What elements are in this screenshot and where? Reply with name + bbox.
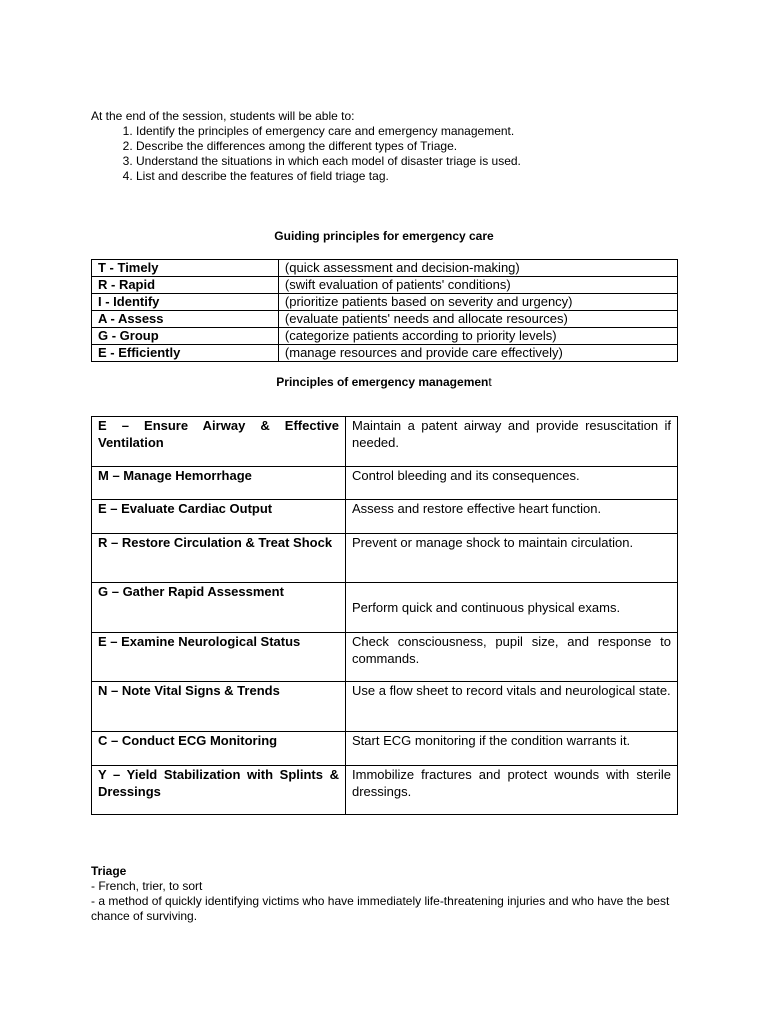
triage-line: - a method of quickly identifying victims who have immediately life-threatening injuries and who have the best chance of surviving. <box>91 894 670 923</box>
care-term: A - Assess <box>92 311 279 328</box>
objectives-intro: At the end of the session, students will be able to: <box>91 109 355 123</box>
table-row <box>92 417 678 467</box>
management-term: C – Conduct ECG Monitoring <box>92 732 346 766</box>
care-term: E - Efficiently <box>92 345 279 362</box>
care-term: G - Group <box>92 328 279 345</box>
table-row <box>92 311 678 328</box>
triage-title: Triage <box>91 864 127 878</box>
table-row <box>92 500 678 534</box>
care-heading: Guiding principles for emergency care <box>274 229 494 243</box>
table-row <box>92 260 678 277</box>
table-row <box>92 534 678 583</box>
management-heading-bold: Principles of emergency managemen <box>276 375 489 389</box>
management-term: E – Evaluate Cardiac Output <box>92 500 346 534</box>
care-desc: (swift evaluation of patients' conditions) <box>278 277 677 294</box>
management-desc: Prevent or manage shock to maintain circulation. <box>346 534 678 583</box>
management-desc: Start ECG monitoring if the condition warrants it. <box>346 732 678 766</box>
management-term: G – Gather Rapid Assessment <box>92 583 346 633</box>
table-row <box>92 328 678 345</box>
care-desc: (manage resources and provide care effectively) <box>278 345 677 362</box>
objective-item: 1. Identify the principles of emergency care and emergency management. <box>136 124 521 139</box>
care-desc: (prioritize patients based on severity and urgency) <box>278 294 677 311</box>
management-term: E – Examine Neurological Status <box>92 633 346 682</box>
table-row <box>92 294 678 311</box>
management-principles-table <box>91 416 678 815</box>
table-row <box>92 732 678 766</box>
triage-section <box>91 864 677 924</box>
objective-item: 4. List and describe the features of field triage tag. <box>136 169 521 184</box>
care-term: R - Rapid <box>92 277 279 294</box>
management-desc: Perform quick and continuous physical exams. <box>346 583 678 633</box>
management-desc: Check consciousness, pupil size, and response to commands. <box>346 633 678 682</box>
objectives-list <box>91 124 521 184</box>
care-principles-table <box>91 259 678 362</box>
management-desc: Use a flow sheet to record vitals and neurological state. <box>346 682 678 732</box>
management-desc: Assess and restore effective heart function. <box>346 500 678 534</box>
care-desc: (evaluate patients' needs and allocate resources) <box>278 311 677 328</box>
management-term: Y – Yield Stabilization with Splints & Dressings <box>92 766 346 815</box>
care-term: T - Timely <box>92 260 279 277</box>
management-desc: Immobilize fractures and protect wounds with sterile dressings. <box>346 766 678 815</box>
care-desc: (quick assessment and decision-making) <box>278 260 677 277</box>
table-row <box>92 682 678 732</box>
management-heading-tail: t <box>488 375 492 389</box>
management-term: E – Ensure Airway & Effective Ventilation <box>92 417 346 467</box>
table-row <box>92 345 678 362</box>
care-desc: (categorize patients according to priority levels) <box>278 328 677 345</box>
care-term: I - Identify <box>92 294 279 311</box>
table-row <box>92 583 678 633</box>
management-term: M – Manage Hemorrhage <box>92 467 346 500</box>
management-term: R – Restore Circulation & Treat Shock <box>92 534 346 583</box>
management-heading <box>91 375 677 390</box>
table-row <box>92 766 678 815</box>
management-desc: Control bleeding and its consequences. <box>346 467 678 500</box>
management-term: N – Note Vital Signs & Trends <box>92 682 346 732</box>
objective-item: 3. Understand the situations in which each model of disaster triage is used. <box>136 154 521 169</box>
table-row <box>92 633 678 682</box>
triage-line: - French, trier, to sort <box>91 879 203 893</box>
learning-objectives <box>91 109 521 184</box>
table-row <box>92 277 678 294</box>
management-desc: Maintain a patent airway and provide resuscitation if needed. <box>346 417 678 467</box>
objective-item: 2. Describe the differences among the different types of Triage. <box>136 139 521 154</box>
table-row <box>92 467 678 500</box>
